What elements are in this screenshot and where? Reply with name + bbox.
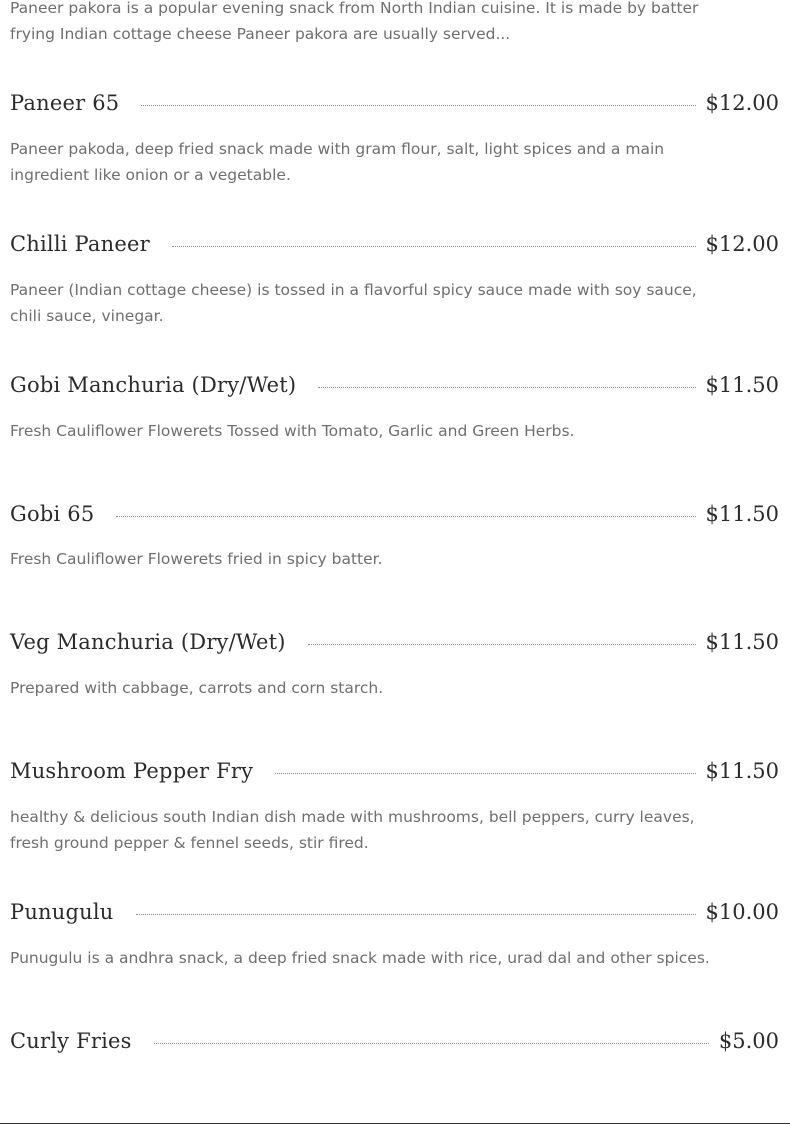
dotted-leader <box>136 913 696 915</box>
menu-item <box>10 900 779 932</box>
menu-item-price: $11.50 <box>705 502 779 526</box>
dotted-leader <box>172 245 696 247</box>
menu-item <box>10 630 779 662</box>
menu-item-price: $11.50 <box>705 373 779 397</box>
menu-item-price: $11.50 <box>705 630 779 654</box>
menu-item-description: Paneer (Indian cottage cheese) is tossed in a flavorful spicy sauce made with soy sauce, chili sauce, vinegar. <box>10 281 697 325</box>
dotted-leader <box>141 104 695 106</box>
menu-item-price: $12.00 <box>705 91 779 115</box>
menu-item <box>10 502 779 534</box>
dotted-leader <box>275 772 695 774</box>
menu-item-description: Prepared with cabbage, carrots and corn starch. <box>10 679 384 697</box>
menu-item <box>10 759 779 791</box>
menu-item-name: Mushroom Pepper Fry <box>10 759 254 783</box>
menu-item-name: Chilli Paneer <box>10 232 150 256</box>
menu-item-description: Fresh Cauliflower Flowerets fried in spicy batter. <box>10 550 383 568</box>
menu-item-description: healthy & delicious south Indian dish made with mushrooms, bell peppers, curry leaves, fresh ground pepper & fennel seeds, stir fired. <box>10 808 695 852</box>
menu-item-description: Paneer pakoda, deep fried snack made with gram flour, salt, light spices and a main ingredient like onion or a vegetable. <box>10 140 665 184</box>
bottom-divider <box>0 1123 790 1124</box>
menu-item <box>10 232 779 264</box>
menu-item-description: Punugulu is a andhra snack, a deep fried snack made with rice, urad dal and other spices. <box>10 949 710 967</box>
menu-item <box>10 91 779 123</box>
menu-item-price: $11.50 <box>705 759 779 783</box>
menu-item <box>10 1029 779 1061</box>
menu-item-name: Paneer 65 <box>10 91 120 115</box>
dotted-leader <box>116 515 695 517</box>
menu-item-price: $10.00 <box>705 900 779 924</box>
dotted-leader <box>308 643 696 645</box>
menu-item-name: Gobi Manchuria (Dry/Wet) <box>10 373 297 397</box>
menu-item-description: Fresh Cauliflower Flowerets Tossed with Tomato, Garlic and Green Herbs. <box>10 422 575 440</box>
menu-item-name: Punugulu <box>10 900 114 924</box>
menu-item <box>10 373 779 405</box>
dotted-leader <box>318 386 695 388</box>
menu-item-price: $12.00 <box>705 232 779 256</box>
menu-item-name: Gobi 65 <box>10 502 95 526</box>
menu-item-price: $5.00 <box>718 1029 779 1053</box>
menu-item-name: Veg Manchuria (Dry/Wet) <box>10 630 286 654</box>
dotted-leader <box>154 1042 709 1044</box>
menu-item-name: Curly Fries <box>10 1029 132 1053</box>
menu-item-description: Paneer pakora is a popular evening snack from North Indian cuisine. It is made by batter frying Indian cottage cheese Paneer pakora are usually served... <box>10 0 699 43</box>
